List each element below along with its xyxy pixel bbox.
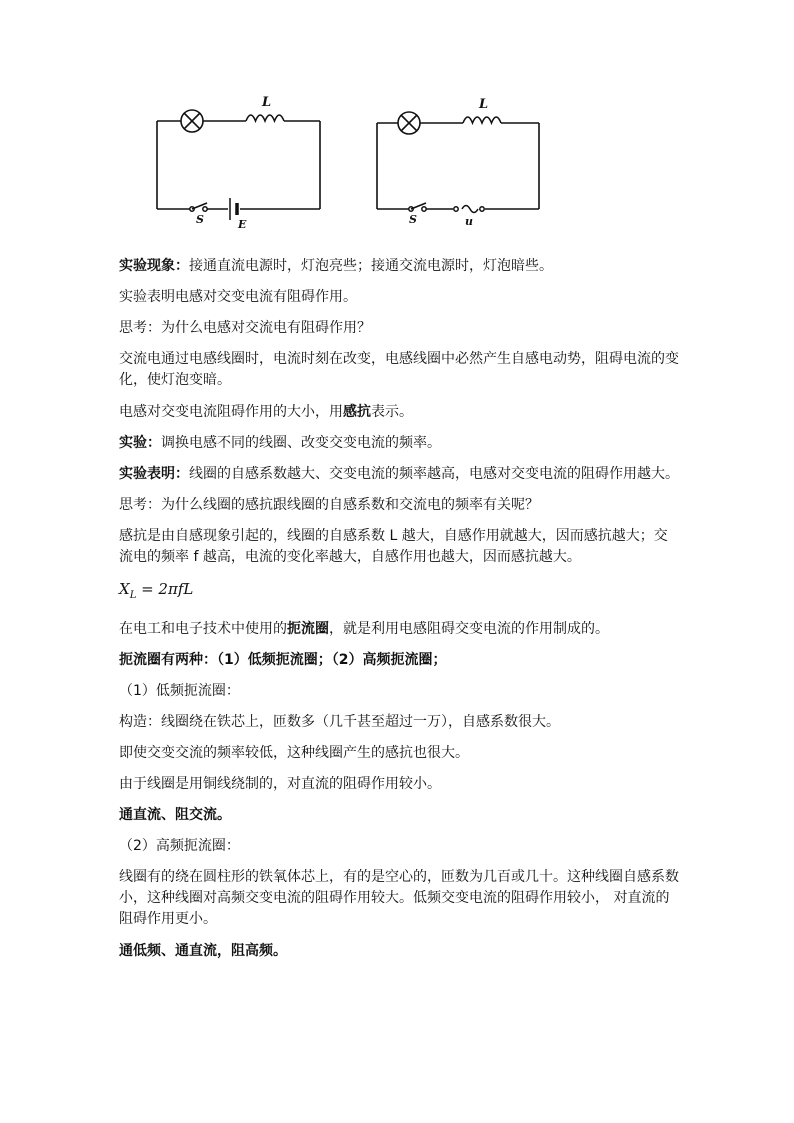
label-phenomenon: 实验现象：	[119, 258, 189, 274]
formula-reactance	[119, 579, 679, 606]
paragraph-question-2: 思考：为什么线圈的感抗跟线圈的自感系数和交流电的频率有关呢？	[119, 497, 539, 513]
paragraph-explanation-1: 交流电通过电感线圈时，电流时刻在改变，电感线圈中必然产生自感电动势，阻碍电流的变化，使灯泡变暗。	[119, 351, 679, 388]
text-choke-b: ，就是利用电感阻碍交变电流的作用制成的。	[329, 621, 609, 637]
ac-inductor-label: L	[479, 97, 489, 112]
lamp-icon	[398, 112, 420, 134]
battery-icon	[230, 198, 237, 220]
inductor-icon	[463, 117, 501, 123]
heading-low-freq-choke: （1）低频扼流圈：	[119, 683, 240, 699]
paragraph-phenomenon	[119, 256, 679, 277]
text-choke-a: 在电工和电子技术中使用的	[119, 621, 287, 637]
summary-low-freq: 通直流、阻交流。	[119, 807, 231, 823]
paragraph-experiment	[119, 433, 679, 454]
summary-high-freq: 通低频、通直流，阻高频。	[119, 943, 287, 959]
heading-high-freq-choke: （2）高频扼流圈：	[119, 838, 240, 854]
dc-circuit-diagram	[150, 92, 340, 232]
paragraph-choke-types: 扼流圈有两种：（1）低频扼流圈；（2）高频扼流圈；	[119, 652, 447, 668]
document-body	[119, 256, 679, 972]
paragraph-reactance-def	[119, 402, 679, 423]
label-result: 实验表明：	[119, 466, 189, 482]
paragraph-question-1: 思考：为什么电感对交流电有阻碍作用？	[119, 320, 371, 336]
paragraph-choke-intro	[119, 619, 679, 640]
formula-symbol: X	[119, 580, 130, 598]
text-experiment: 调换电感不同的线圈、改变交变电流的频率。	[161, 435, 441, 451]
paragraph-low-freq-reactance: 即使交变交流的频率较低，这种线圈产生的感抗也很大。	[119, 745, 469, 761]
text-result: 线圈的自感系数越大、交变电流的频率越高，电感对交变电流的阻碍作用越大。	[189, 466, 679, 482]
lamp-icon	[181, 110, 203, 132]
paragraph-dc-resistance: 由于线圈是用铜线绕制的，对直流的阻碍作用较小。	[119, 776, 441, 792]
paragraph-high-freq: 线圈有的绕在圆柱形的铁氧体芯上，有的是空心的，匝数为几百或几十。这种线圈自感系数小，这种线圈对高频交变电流的阻碍作用较大。低频交变电流的阻碍作用较小， 对直流的阻碍作用更小。	[119, 869, 679, 927]
switch-icon	[190, 203, 207, 211]
text-reactance-b: 表示。	[371, 404, 413, 420]
label-experiment: 实验：	[119, 435, 161, 451]
paragraph-explanation-2: 感抗是由自感现象引起的，线圈的自感系数 L 越大，自感作用就越大，因而感抗越大；交流电的频率 f 越高，电流的变化率越大，自感作用也越大，因而感抗越大。	[119, 528, 668, 565]
paragraph-result	[119, 464, 679, 485]
inductor-icon	[246, 115, 284, 121]
text-phenomenon: 接通直流电源时，灯泡亮些；接通交流电源时，灯泡暗些。	[189, 258, 553, 274]
term-reactance: 感抗	[343, 404, 371, 420]
term-choke: 扼流圈	[287, 621, 329, 637]
formula-expression: = 2πfL	[136, 580, 194, 598]
dc-inductor-label: L	[262, 95, 272, 110]
ac-switch-label: S	[409, 213, 417, 226]
ac-circuit-diagram	[371, 92, 561, 232]
switch-icon	[409, 203, 426, 211]
ac-source-icon	[454, 206, 484, 213]
ac-source-label: u	[465, 215, 473, 228]
text-reactance-a: 电感对交变电流阻碍作用的大小，用	[119, 404, 343, 420]
dc-source-label: E	[238, 218, 247, 231]
formula-subscript: L	[129, 590, 137, 601]
paragraph-conclusion: 实验表明电感对交变电流有阻碍作用。	[119, 289, 357, 305]
paragraph-construction: 构造：线圈绕在铁芯上，匝数多（几千甚至超过一万），自感系数很大。	[119, 714, 560, 730]
dc-switch-label: S	[196, 213, 204, 226]
